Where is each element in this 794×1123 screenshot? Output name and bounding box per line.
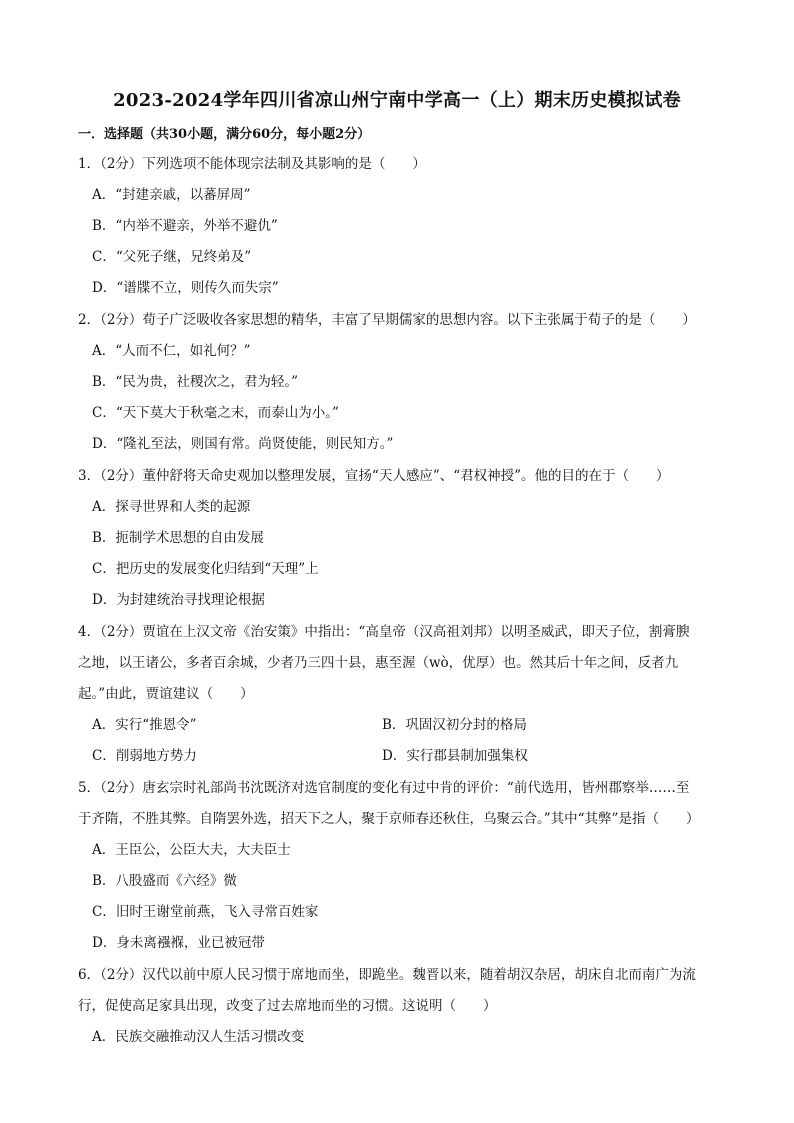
option-d[interactable]: D．实行郡县制加强集权 (382, 748, 528, 764)
question-stem-line: 起。”由此，贾谊建议（ ） (78, 686, 254, 702)
option-a[interactable]: A．“人而不仁，如礼何？” (92, 343, 251, 359)
question-stem: 2．（2分）荀子广泛吸收各家思想的精华，丰富了早期儒家的思想内容。以下主张属于荀子的是（ ） (78, 312, 696, 328)
option-c[interactable]: C．削弱地方势力 (92, 748, 197, 764)
option-d[interactable]: D．“隆礼至法，则国有常。尚贤使能，则民知方。” (92, 436, 394, 452)
question-stem: 3．（2分）董仲舒将天命史观加以整理发展，宣扬“天人感应”、“君权神授”。他的目的在于（ ） (78, 468, 670, 484)
question-3 (78, 461, 718, 616)
question-stem: 1．（2分）下列选项不能体现宗法制及其影响的是（ ） (78, 156, 426, 172)
question-stem-line: 于齐隋，不胜其弊。自隋罢外选，招天下之人，聚于京师春还秋住，乌聚云合。”其中“其弊”是指（ ） (78, 811, 700, 827)
section-heading: 一．选择题（共30小题，满分60分，每小题2分） (78, 127, 371, 142)
option-c[interactable]: C．把历史的发展变化归结到“天理”上 (92, 561, 319, 577)
option-d[interactable]: D．“谱牒不立，则传久而失宗” (92, 280, 279, 296)
option-b[interactable]: B．“民为贵，社稷次之，君为轻。” (92, 374, 298, 390)
exam-title: 2023-2024学年四川省凉山州宁南中学高一（上）期末历史模拟试卷 (113, 90, 681, 111)
question-6 (78, 960, 718, 1053)
option-a[interactable]: A．王臣公，公臣大夫，大夫臣士 (92, 842, 291, 858)
question-2 (78, 305, 718, 460)
question-stem-line: 之地，以王诸公，多者百余城，少者乃三四十县，惠至渥（wò，优厚）也。然其后十年之间，反者九 (78, 655, 679, 671)
option-c[interactable]: C．“天下莫大于秋毫之末，而泰山为小。” (92, 405, 339, 421)
option-a[interactable]: A．实行“推恩令” (92, 717, 197, 733)
question-1 (78, 149, 718, 304)
option-c[interactable]: C．“父死子继，兄终弟及” (92, 249, 252, 265)
option-a[interactable]: A．“封建亲戚，以蕃屏周” (92, 187, 251, 203)
option-b[interactable]: B．“内举不避亲，外举不避仇” (92, 218, 278, 234)
question-stem-line: 6．（2分）汉代以前中原人民习惯于席地而坐，即跪坐。魏晋以来，随着胡汉杂居，胡床自北而南广为流 (78, 967, 696, 983)
option-b[interactable]: B．八股盛而《六经》微 (92, 873, 237, 889)
question-4 (78, 617, 718, 772)
option-d[interactable]: D．身未离襁褓，业已被冠带 (92, 935, 265, 951)
question-5 (78, 773, 718, 959)
option-b[interactable]: B．扼制学术思想的自由发展 (92, 530, 264, 546)
question-stem-line: 4．（2分）贾谊在上汉文帝《治安策》中指出：“高皇帝（汉高祖刘邦）以明圣威武，即天子位，割膏腴 (78, 624, 690, 640)
option-c[interactable]: C．旧时王谢堂前燕，飞入寻常百姓家 (92, 904, 319, 920)
question-stem-line: 5．（2分）唐玄宗时礼部尚书沈既济对选官制度的变化有过中肯的评价：“前代选用，皆州郡察举……至 (78, 780, 690, 796)
option-b[interactable]: B．巩固汉初分封的格局 (382, 717, 527, 733)
option-d[interactable]: D．为封建统治寻找理论根据 (92, 592, 265, 608)
question-stem-line: 行，促使高足家具出现，改变了过去席地而坐的习惯。这说明（ ） (78, 998, 497, 1014)
option-a[interactable]: A．探寻世界和人类的起源 (92, 499, 251, 515)
option-a[interactable]: A．民族交融推动汉人生活习惯改变 (92, 1029, 305, 1045)
